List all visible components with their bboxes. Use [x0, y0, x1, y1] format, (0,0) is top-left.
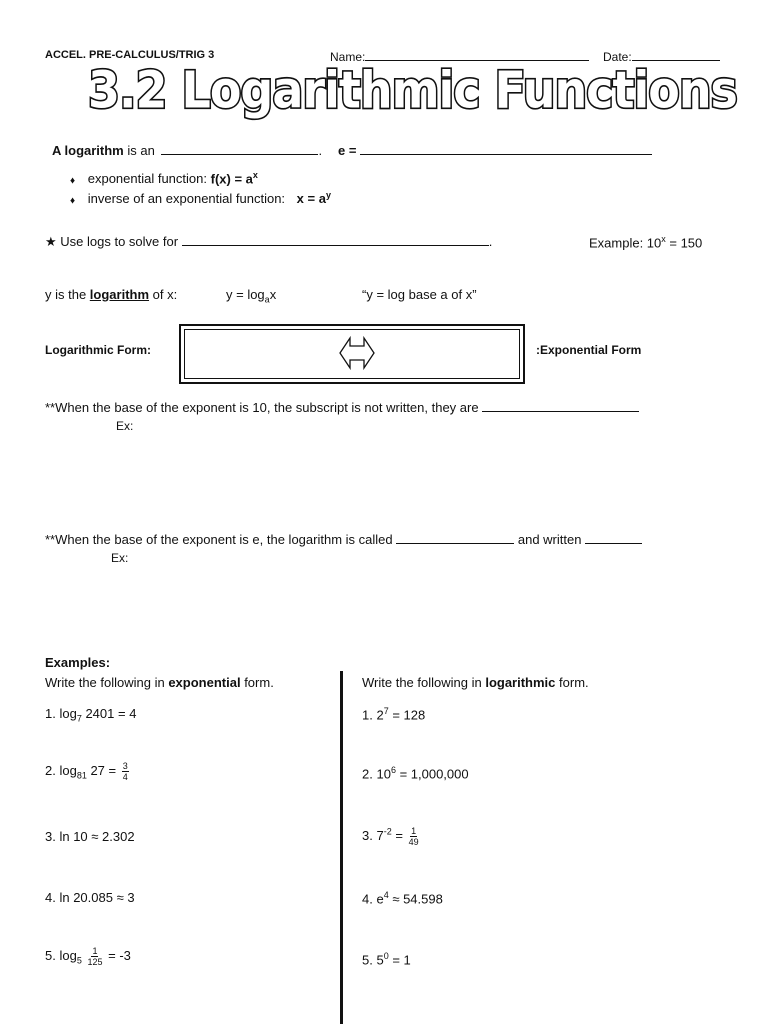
base: 7	[376, 827, 384, 843]
right-example-4	[362, 890, 443, 906]
base10-note	[45, 400, 639, 415]
base10-text: **When the base of the exponent is 10, the subscript is not written, they are	[45, 400, 479, 415]
example-rest: 2401 = 4	[81, 706, 137, 721]
bullet-text: inverse of an exponential function:	[87, 191, 286, 207]
bullet-math: f(x) = a	[210, 171, 253, 187]
example-rest: =	[391, 827, 403, 843]
form-conversion-box[interactable]	[179, 324, 525, 384]
base: 5	[376, 952, 384, 968]
definition-line	[52, 143, 322, 158]
log-base: 81	[76, 770, 87, 781]
right-instructions	[362, 675, 589, 690]
use-logs-line	[45, 234, 492, 250]
example-rest: ≈ 54.598	[388, 891, 443, 907]
left-example-4	[45, 890, 135, 905]
example-number: 5.	[45, 947, 56, 963]
example-text: ln 10 ≈ 2.302	[59, 829, 135, 844]
use-logs-blank[interactable]	[182, 234, 489, 246]
bullet-exponential	[70, 170, 258, 186]
log-text: log	[59, 947, 77, 963]
bullet-inverse	[70, 190, 331, 206]
left-example-5	[45, 946, 131, 967]
base: 2	[376, 707, 384, 723]
left-instructions	[45, 675, 274, 690]
log-formula	[226, 287, 276, 305]
example-rest: = -3	[104, 947, 131, 963]
fraction	[87, 946, 102, 967]
logarithm-blank[interactable]	[161, 143, 318, 155]
example-number: 3.	[362, 827, 373, 843]
example-text: ln 20.085 ≈ 3	[59, 890, 135, 905]
logarithmic-form-label: Logarithmic Form:	[45, 343, 152, 357]
basee-text: **When the base of the exponent is e, the logarithm is called	[45, 532, 393, 547]
left-example-1	[45, 706, 136, 724]
example-number: 1.	[45, 706, 56, 721]
use-logs-text: Use logs to solve for	[60, 234, 179, 249]
example-sup: x	[661, 234, 666, 244]
example-rest: = 1	[388, 952, 411, 968]
log-base: 7	[76, 713, 82, 724]
logarithm-term: A logarithm	[52, 143, 124, 158]
bullet-text: exponential function:	[87, 171, 211, 187]
numerator: 1	[411, 826, 417, 836]
natural-log-blank[interactable]	[396, 532, 514, 544]
right-example-3	[362, 826, 421, 847]
example-number: 2.	[45, 762, 56, 778]
right-example-2	[362, 765, 469, 781]
bullet-sup: y	[325, 190, 331, 200]
log-text: log	[59, 706, 77, 721]
example-10x	[589, 234, 702, 250]
examples-heading: Examples:	[45, 655, 111, 670]
exponent: 4	[383, 890, 389, 900]
fraction	[122, 761, 129, 782]
right-intro-pre: Write the following in	[362, 675, 486, 690]
example-rest: = 150	[665, 235, 703, 251]
example-rest: 27 =	[86, 762, 117, 778]
exponent: 0	[383, 951, 389, 961]
is-an-text: is an	[123, 143, 155, 158]
left-intro-bold: exponential	[168, 675, 241, 690]
numerator: 1	[92, 946, 98, 956]
y-is-bold: logarithm	[89, 287, 150, 302]
e-definition	[338, 143, 652, 158]
y-is-prefix: y is the	[45, 287, 90, 302]
and-written: and written	[517, 532, 582, 547]
exponent: 6	[390, 765, 396, 775]
example-number: 2.	[362, 766, 373, 782]
fraction	[409, 826, 419, 847]
column-divider	[340, 671, 343, 1024]
example-rest: = 128	[388, 707, 426, 723]
right-intro-post: form.	[555, 675, 589, 690]
denominator: 4	[122, 772, 128, 782]
e-label: e =	[338, 143, 357, 158]
bullet-math: x = a	[296, 191, 326, 207]
diamond-bullet-icon: ♦	[70, 175, 76, 187]
bullet-sup: x	[252, 170, 258, 180]
y-is-logarithm	[45, 287, 177, 302]
name-label: Name:	[330, 50, 366, 64]
written-blank[interactable]	[585, 532, 642, 544]
base10-blank[interactable]	[482, 400, 639, 412]
example-number: 5.	[362, 952, 373, 968]
exponential-form-label: :Exponential Form	[536, 343, 642, 357]
left-intro-post: form.	[240, 675, 274, 690]
right-example-1	[362, 706, 425, 722]
left-intro-pre: Write the following in	[45, 675, 169, 690]
example-rest: = 1,000,000	[395, 766, 469, 782]
example-number: 1.	[362, 707, 373, 723]
example-number: 4.	[362, 891, 373, 907]
base10-ex: Ex:	[116, 419, 134, 433]
log-text: log	[59, 762, 77, 778]
base: 10	[376, 766, 391, 782]
star-icon: ★	[45, 234, 57, 249]
log-quote: “y = log base a of x”	[362, 287, 477, 302]
left-example-2	[45, 761, 131, 782]
page-title: 3.2 Logarithmic Functions	[88, 60, 737, 120]
date-label: Date:	[603, 50, 632, 64]
formula-post: x	[269, 287, 277, 302]
example-number: 4.	[45, 890, 56, 905]
denominator: 125	[87, 957, 103, 967]
log-base: 5	[76, 955, 82, 966]
basee-note	[45, 532, 642, 547]
example-label: Example: 10	[589, 235, 662, 251]
use-logs-period: .	[488, 234, 493, 249]
e-blank[interactable]	[360, 143, 652, 155]
example-number: 3.	[45, 829, 56, 844]
denominator: 49	[408, 837, 419, 847]
diamond-bullet-icon: ♦	[70, 195, 76, 207]
right-intro-bold: logarithmic	[485, 675, 556, 690]
exponent: 7	[383, 706, 389, 716]
basee-ex: Ex:	[111, 551, 129, 565]
left-example-3	[45, 829, 135, 844]
definition-period: .	[318, 143, 323, 158]
right-example-5	[362, 951, 411, 967]
course-label: ACCEL. PRE-CALCULUS/TRIG 3	[45, 49, 215, 61]
y-is-suffix: of x:	[149, 287, 178, 302]
exponent: -2	[383, 826, 392, 837]
base: e	[376, 891, 384, 907]
formula-sub: a	[264, 294, 270, 305]
numerator: 3	[122, 761, 128, 771]
double-arrow-icon	[338, 334, 376, 372]
formula-pre: y = log	[226, 287, 265, 302]
